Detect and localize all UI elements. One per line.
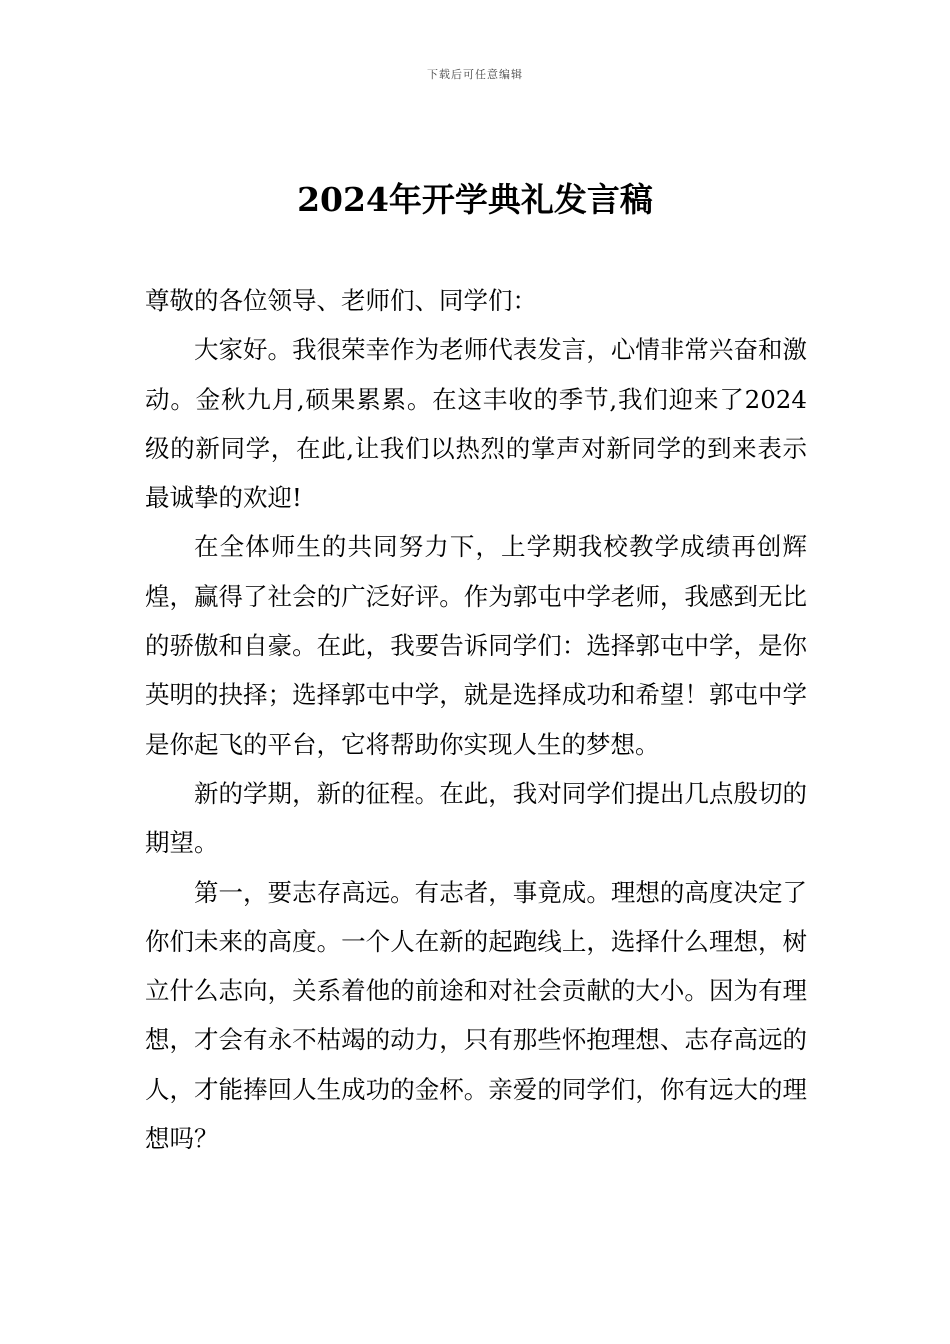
paragraph: 第一，要志存高远。有志者，事竟成。理想的高度决定了你们未来的高度。一个人在新的起跑线上，选择什么理想，树立什么志向，关系着他的前途和对社会贡献的大小。因为有理想，才会有永不枯竭的动力，只有那些怀抱理想、志存高远的人，才能捧回人生成功的金杯。亲爱的同学们，你有远大的理想吗？ (145, 877, 807, 1154)
document-body (145, 276, 807, 1163)
paragraph: 在全体师生的共同努力下，上学期我校教学成绩再创辉煌，赢得了社会的广泛好评。作为郭屯中学老师，我感到无比的骄傲和自豪。在此，我要告诉同学们：选择郭屯中学，是你英明的抉择；选择郭屯中学，就是选择成功和希望！郭屯中学是你起飞的平台，它将帮助你实现人生的梦想。 (145, 532, 807, 759)
paragraph: 新的学期，新的征程。在此，我对同学们提出几点殷切的期望。 (145, 778, 807, 858)
header-note: 下载后可任意编辑 (427, 68, 523, 81)
document-title: 2024年开学典礼发言稿 (297, 180, 653, 219)
paragraph: 大家好。我很荣幸作为老师代表发言，心情非常兴奋和激动。金秋九月,硕果累累。在这丰收的季节,我们迎来了2024级的新同学，在此,让我们以热烈的掌声对新同学的到来表示最诚挚的欢迎! (145, 335, 807, 513)
salutation: 尊敬的各位领导、老师们、同学们： (145, 286, 537, 315)
